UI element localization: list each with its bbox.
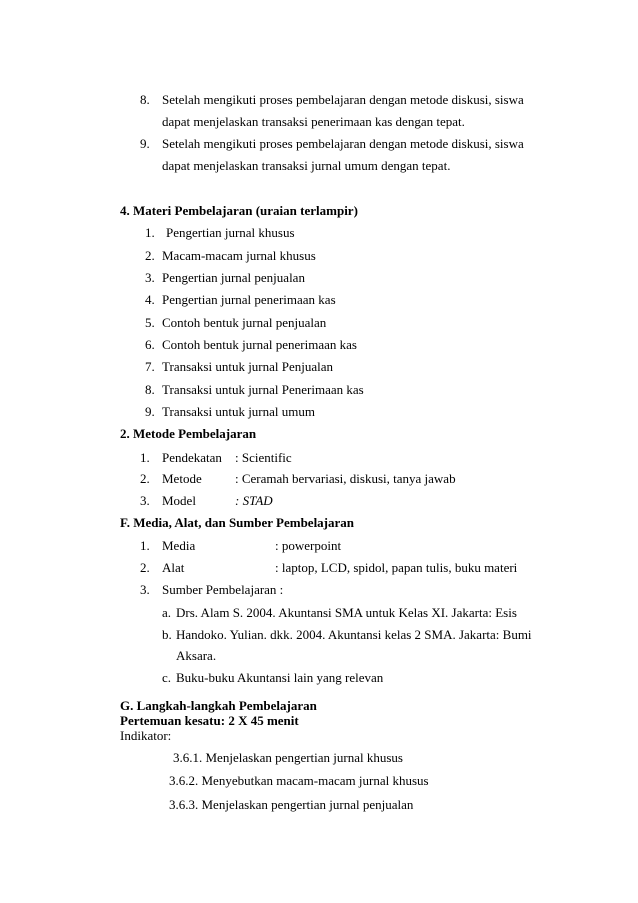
list-item: Macam-macam jurnal khusus xyxy=(162,248,316,263)
source-letter: c. xyxy=(162,670,172,685)
list-value: : Ceramah bervariasi, diskusi, tanya jawab xyxy=(235,471,456,486)
list-label: Pendekatan xyxy=(162,450,222,465)
objective-number: 9. xyxy=(140,136,150,151)
indikator-label: Indikator: xyxy=(120,728,172,743)
list-number: 2. xyxy=(140,560,150,575)
list-label: Sumber Pembelajaran : xyxy=(162,582,284,597)
list-number: 9. xyxy=(145,404,155,419)
meeting-heading: Pertemuan kesatu: 2 X 45 menit xyxy=(120,713,299,728)
objective-text: Setelah mengikuti proses pembelajaran dengan metode diskusi, siswa xyxy=(162,92,524,107)
objective-text: dapat menjelaskan transaksi penerimaan kas dengan tepat. xyxy=(162,114,465,129)
list-number: 2. xyxy=(145,248,155,263)
objective-text: dapat menjelaskan transaksi jurnal umum dengan tepat. xyxy=(162,158,451,173)
list-item: Pengertian jurnal penerimaan kas xyxy=(162,292,336,307)
list-number: 2. xyxy=(140,471,150,486)
list-item: Transaksi untuk jurnal Penjualan xyxy=(162,359,334,374)
list-label: Model xyxy=(162,493,196,508)
list-label: Media xyxy=(162,538,196,553)
list-number: 6. xyxy=(145,337,155,352)
section-heading-metode: 2. Metode Pembelajaran xyxy=(120,426,257,441)
list-number: 1. xyxy=(140,538,150,553)
section-heading-media: F. Media, Alat, dan Sumber Pembelajaran xyxy=(120,515,355,530)
source-text: Aksara. xyxy=(176,648,217,663)
source-letter: b. xyxy=(162,627,172,642)
list-item: Contoh bentuk jurnal penjualan xyxy=(162,315,327,330)
list-value: : Scientific xyxy=(235,450,292,465)
list-number: 8. xyxy=(145,382,155,397)
objective-text: Setelah mengikuti proses pembelajaran dengan metode diskusi, siswa xyxy=(162,136,524,151)
list-item: Contoh bentuk jurnal penerimaan kas xyxy=(162,337,357,352)
list-item: Transaksi untuk jurnal Penerimaan kas xyxy=(162,382,364,397)
indikator-item: 3.6.1. Menjelaskan pengertian jurnal khusus xyxy=(173,750,403,765)
list-number: 3. xyxy=(140,582,150,597)
section-heading-langkah: G. Langkah-langkah Pembelajaran xyxy=(120,698,317,713)
source-text: Handoko. Yulian. dkk. 2004. Akuntansi kelas 2 SMA. Jakarta: Bumi xyxy=(176,627,532,642)
source-letter: a. xyxy=(162,605,172,620)
list-number: 3. xyxy=(145,270,155,285)
list-item: Pengertian jurnal penjualan xyxy=(162,270,305,285)
list-label: Metode xyxy=(162,471,202,486)
source-text: Drs. Alam S. 2004. Akuntansi SMA untuk Kelas XI. Jakarta: Esis xyxy=(176,605,517,620)
list-item: Pengertian jurnal khusus xyxy=(166,225,295,240)
list-number: 7. xyxy=(145,359,155,374)
section-heading-materi: 4. Materi Pembelajaran (uraian terlampir) xyxy=(120,203,358,218)
list-number: 5. xyxy=(145,315,155,330)
source-text: Buku-buku Akuntansi lain yang relevan xyxy=(176,670,384,685)
list-value: : powerpoint xyxy=(275,538,342,553)
list-number: 1. xyxy=(140,450,150,465)
list-item: Transaksi untuk jurnal umum xyxy=(162,404,315,419)
list-number: 3. xyxy=(140,493,150,508)
list-number: 4. xyxy=(145,292,155,307)
indikator-item: 3.6.2. Menyebutkan macam-macam jurnal khusus xyxy=(169,773,429,788)
indikator-item: 3.6.3. Menjelaskan pengertian jurnal penjualan xyxy=(169,797,414,812)
list-value: : laptop, LCD, spidol, papan tulis, buku materi xyxy=(275,560,518,575)
list-number: 1. xyxy=(145,225,155,240)
list-label: Alat xyxy=(162,560,185,575)
list-value: : STAD xyxy=(235,493,273,508)
objective-number: 8. xyxy=(140,92,150,107)
